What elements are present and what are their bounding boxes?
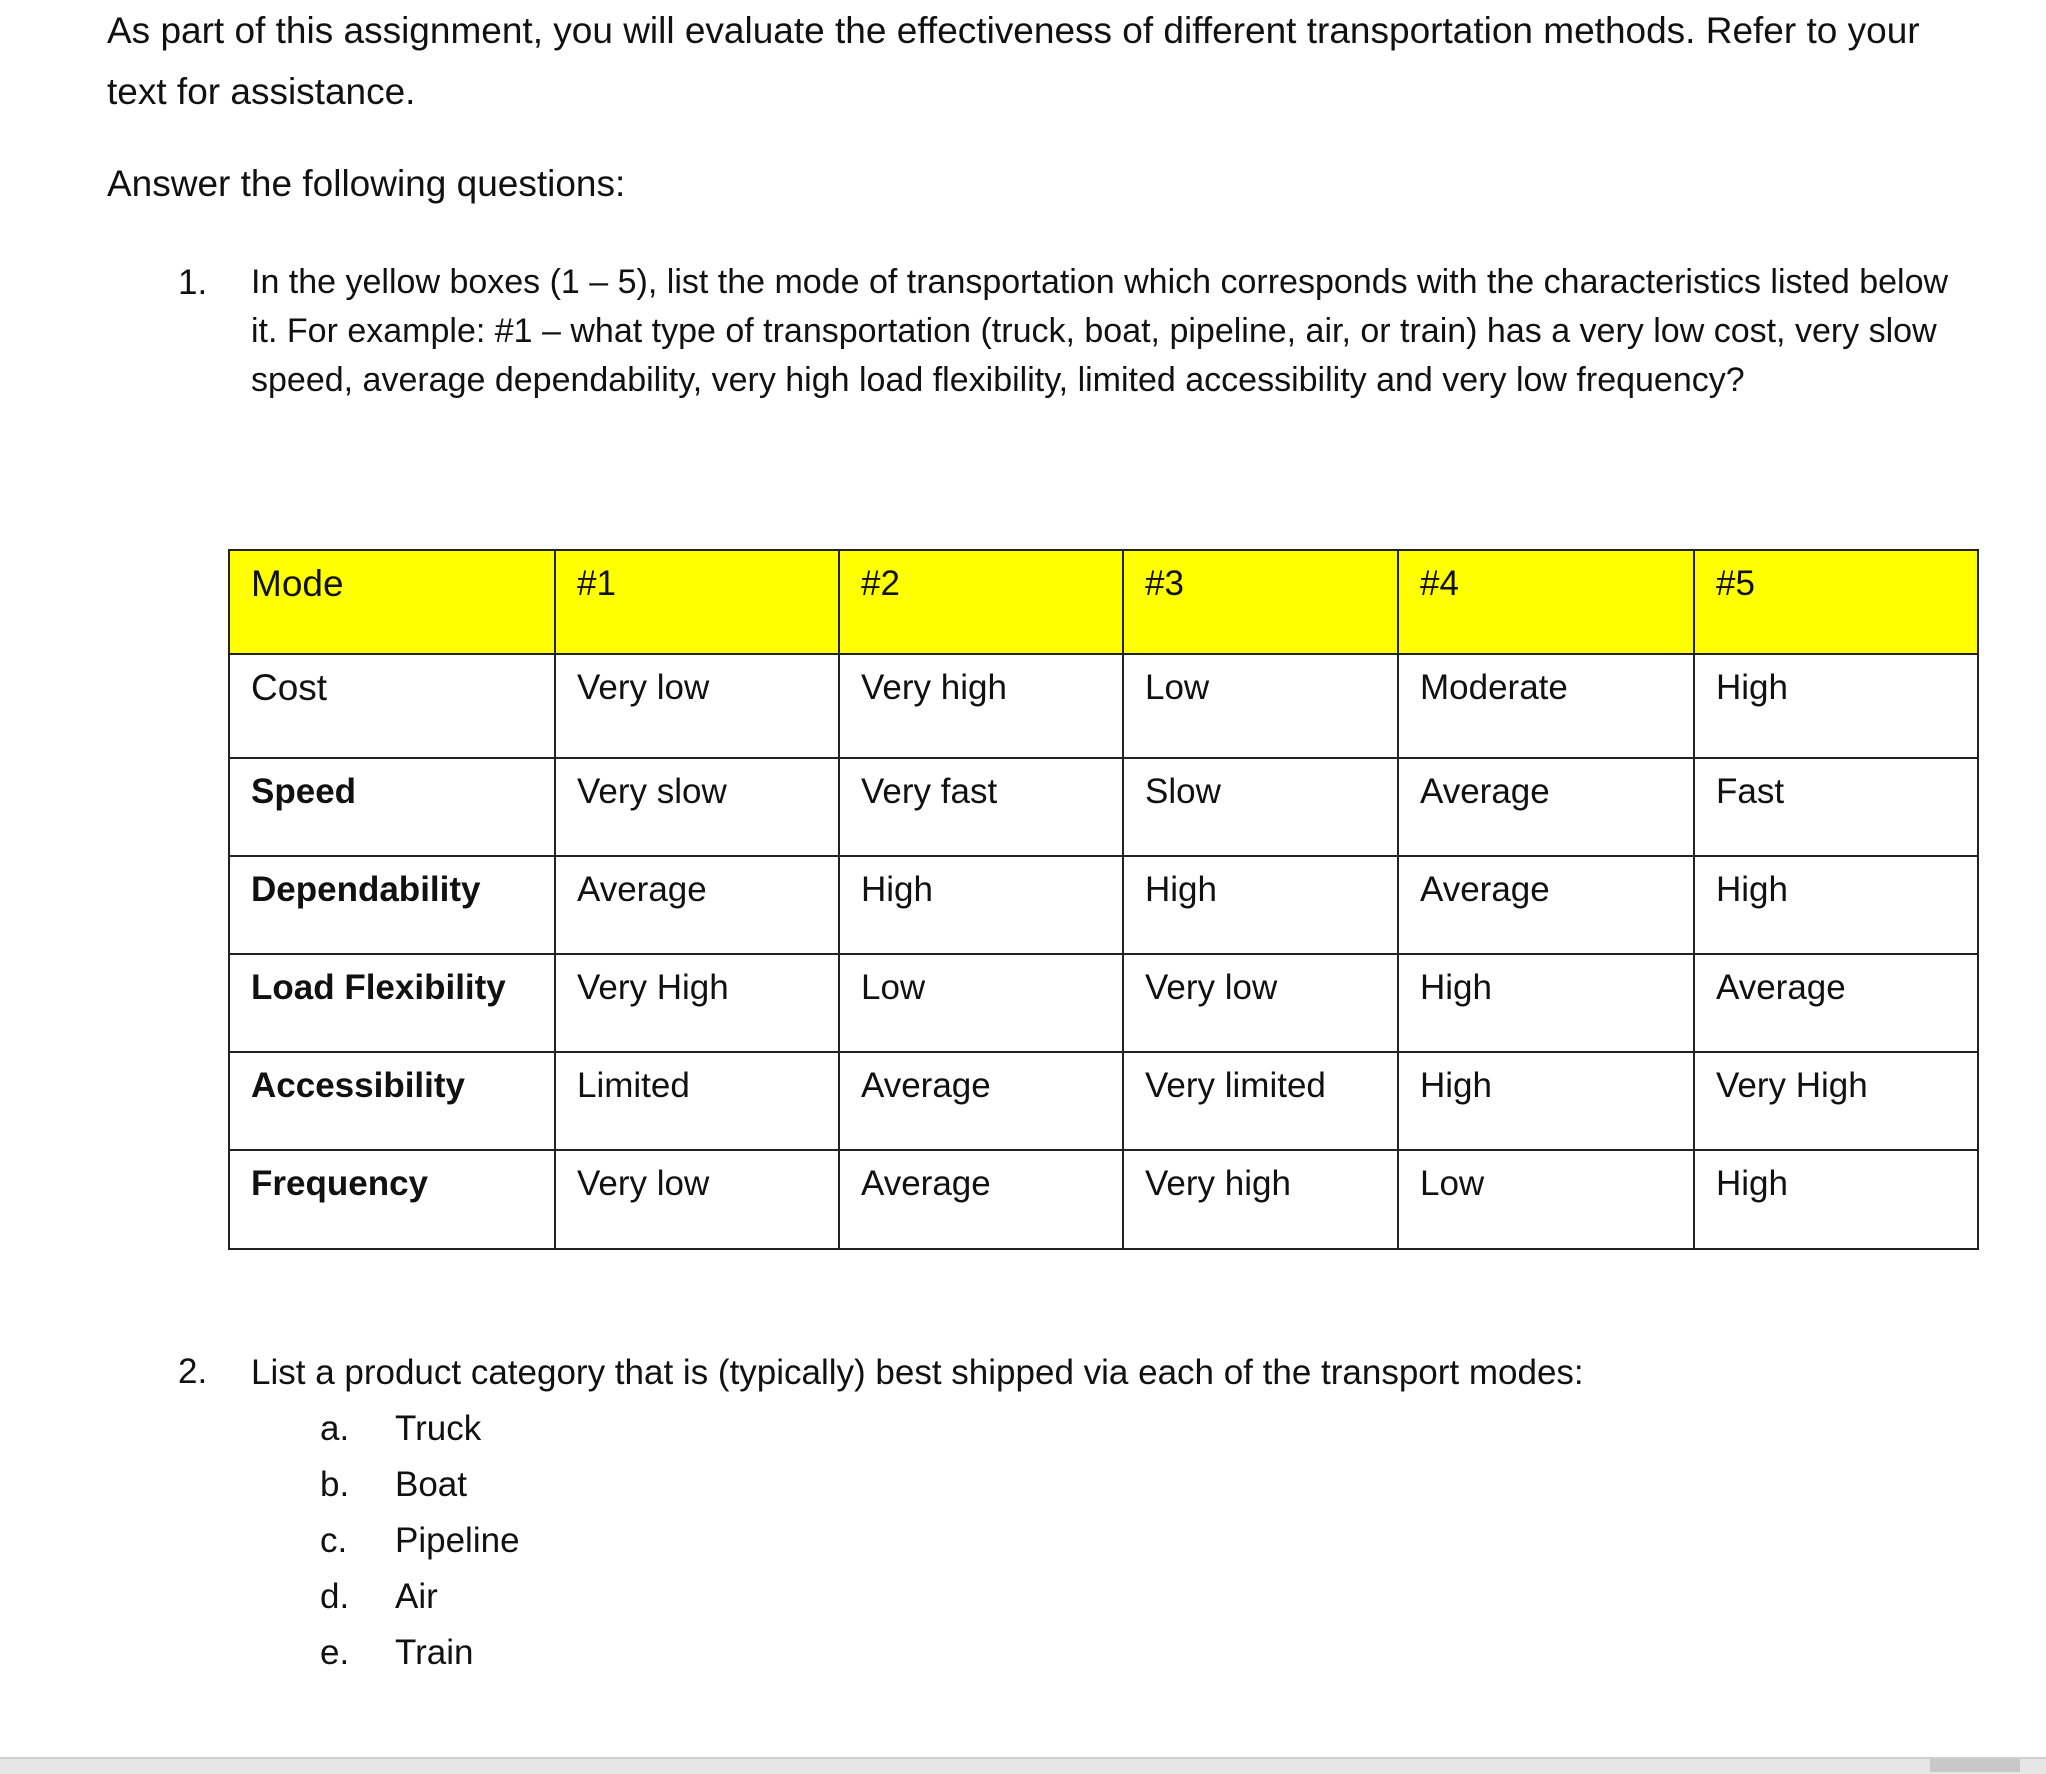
table-cell: Fast [1694,758,1978,856]
list-label: Train [395,1633,474,1672]
table-row [229,1150,1978,1249]
header-mode-5-cell[interactable]: #5 [1694,550,1978,654]
table-cell: Very high [839,654,1123,758]
table-cell: Slow [1123,758,1398,856]
list-item [320,1569,520,1625]
transport-modes-table [228,549,1979,1250]
table-cell: Average [839,1150,1123,1249]
horizontal-scrollbar[interactable] [0,1757,2046,1774]
scrollbar-thumb[interactable] [1930,1759,2020,1772]
list-letter: d. [320,1577,350,1616]
header-mode-cell: Mode [229,550,555,654]
question-2-number: 2. [178,1352,208,1391]
question-1-number: 1. [178,263,208,302]
table-cell: Very limited [1123,1052,1398,1150]
table-cell: Low [839,954,1123,1052]
list-item [320,1457,520,1513]
table-row [229,654,1978,758]
question-2-text: List a product category that is (typically) best shipped via each of the transport modes: [251,1353,1584,1392]
table-cell: Very low [1123,954,1398,1052]
row-label-frequency: Frequency [229,1150,555,1249]
table-cell: Limited [555,1052,839,1150]
table-cell: High [1694,654,1978,758]
table-cell: Average [839,1052,1123,1150]
row-label-cost: Cost [229,654,555,758]
table-cell: High [1398,1052,1694,1150]
list-item [320,1401,520,1457]
table-cell: Very low [555,654,839,758]
intro-paragraph: As part of this assignment, you will evaluate the effectiveness of different transportation methods. Refer to your text for assistance. [107,10,1920,112]
table-cell: Very high [1123,1150,1398,1249]
table-cell: Average [1398,856,1694,954]
table-cell: High [1398,954,1694,1052]
table-cell: Very High [1694,1052,1978,1150]
header-mode-1-cell[interactable]: #1 [555,550,839,654]
row-label-accessibility: Accessibility [229,1052,555,1150]
table-cell: Average [555,856,839,954]
list-label: Boat [395,1465,467,1504]
table-cell: Low [1398,1150,1694,1249]
list-letter: c. [320,1521,348,1560]
row-label-load-flexibility: Load Flexibility [229,954,555,1052]
table-cell: High [1694,1150,1978,1249]
table-row [229,758,1978,856]
list-label: Pipeline [395,1521,520,1560]
list-item [320,1513,520,1569]
list-letter: b. [320,1465,350,1504]
list-letter: a. [320,1409,350,1448]
header-mode-4-cell[interactable]: #4 [1398,550,1694,654]
table-cell: Moderate [1398,654,1694,758]
header-mode-3-cell[interactable]: #3 [1123,550,1398,654]
list-letter: e. [320,1633,350,1672]
row-label-speed: Speed [229,758,555,856]
table-row [229,856,1978,954]
row-label-dependability: Dependability [229,856,555,954]
transport-mode-list [320,1401,520,1681]
table-cell: Very fast [839,758,1123,856]
questions-prompt: Answer the following questions: [107,163,626,204]
table-cell: High [1123,856,1398,954]
table-cell: Very low [555,1150,839,1249]
table-cell: Average [1398,758,1694,856]
header-mode-2-cell[interactable]: #2 [839,550,1123,654]
table-cell: High [1694,856,1978,954]
table-cell: Very slow [555,758,839,856]
list-item [320,1625,520,1681]
table-cell: High [839,856,1123,954]
table-row [229,954,1978,1052]
table-cell: Average [1694,954,1978,1052]
list-label: Truck [395,1409,482,1448]
list-label: Air [395,1577,438,1616]
question-1-text: In the yellow boxes (1 – 5), list the mode of transportation which corresponds with the characteristics listed below it. For example: #1 – what type of transportation (truck, boat, pipeline, air, or train) has a very low cost, very slow speed, average dependability, very high load flexibility, limited accessibility and very low frequency? [251,263,1949,399]
table-row [229,1052,1978,1150]
table-header-row [229,550,1978,654]
table-cell: Low [1123,654,1398,758]
table-cell: Very High [555,954,839,1052]
